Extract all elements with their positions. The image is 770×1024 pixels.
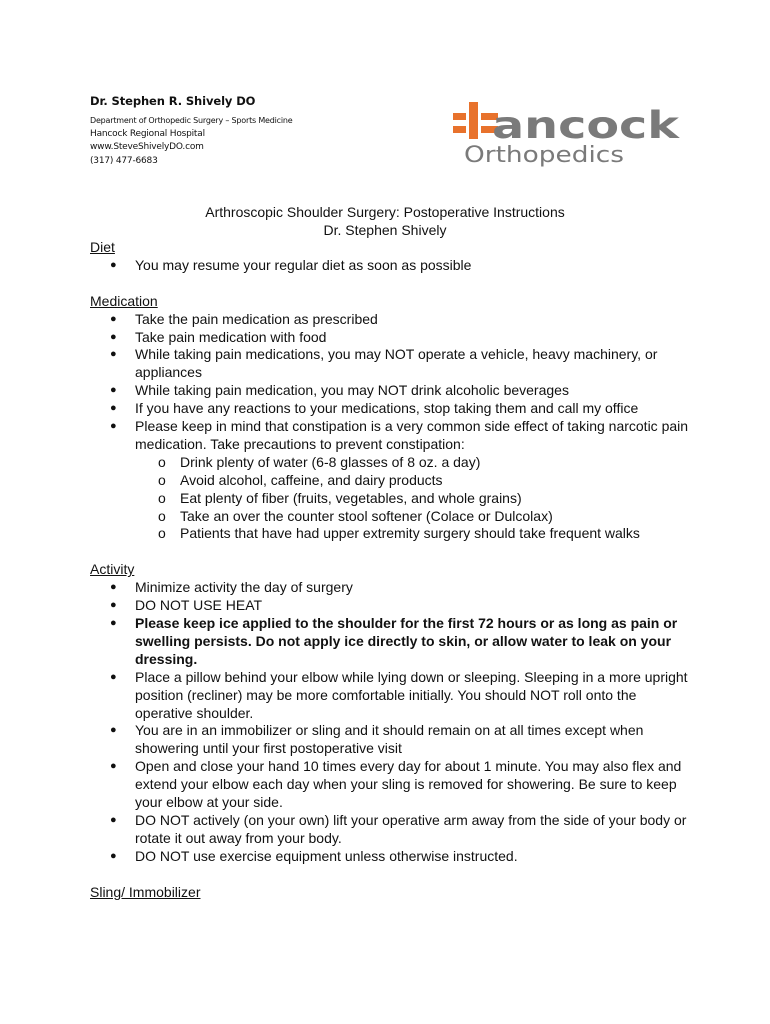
list-item: ● While taking pain medication, you may NOT drink alcoholic beverages [90,382,690,400]
list-item: ● DO NOT actively (on your own) lift your operative arm away from the side of your body or rotate it out away from your body. [90,812,690,848]
constipation-note: Please keep in mind that constipation is a very common side effect of taking narcotic pain medication. Take precautions to prevent constipation: [135,418,689,452]
letterhead [90,94,292,168]
website: www.SteveShivelyDO.com [90,142,204,152]
medication-section [90,293,690,544]
list-item: ● Take pain medication with food [90,329,690,347]
list-item: ● Open and close your hand 10 times every day for about 1 minute. You may also flex and extend your elbow each day when your sling is removed for showering. Be sure to keep your elbow at your side. [90,758,690,812]
activity-heading: Activity [90,561,135,578]
list-item: ● Take the pain medication as prescribed [90,311,690,329]
ice-warning-item: ● Please keep ice applied to the shoulder for the first 72 hours or as long as pain or swelling persists. Do not apply ice directly to skin, or allow water to leak on your dressing. [90,615,690,669]
sub-list-item: o Drink plenty of water (6-8 glasses of 8 oz. a day) [135,454,690,472]
list-item: ● DO NOT use exercise equipment unless otherwise instructed. [90,848,690,866]
department: Department of Orthopedic Surgery – Sports Medicine [90,116,293,125]
list-item: ● Place a pillow behind your elbow while lying down or sleeping. Sleeping in a more upright position (recliner) may be more comfortable initially. You should NOT roll onto the operative shoulder. [90,669,690,723]
sling-heading: Sling/ Immobilizer [90,883,201,900]
medication-heading: Medication [90,292,158,309]
sling-section [90,884,690,902]
instructions-body [90,239,690,919]
title-line-2: Dr. Stephen Shively [323,222,447,238]
hospital-name: Hancock Regional Hospital [90,128,205,139]
title-line-1: Arthroscopic Shoulder Surgery: Postoperative Instructions [205,204,565,220]
logo-brand-word: ancock [492,104,681,147]
sub-list-item: o Avoid alcohol, caffeine, and dairy products [135,472,690,490]
document-title [0,203,770,239]
activity-section [90,561,690,865]
list-item: ● Minimize activity the day of surgery [90,579,690,597]
sub-list-item: o Patients that have had upper extremity surgery should take frequent walks [135,525,690,543]
phone-number: (317) 477-6683 [90,155,158,166]
list-item: ● While taking pain medications, you may NOT operate a vehicle, heavy machinery, or appliances [90,346,690,382]
list-item: ● You are in an immobilizer or sling and it should remain on at all times except when showering until your first postoperative visit [90,722,690,758]
hancock-orthopedics-logo [450,98,690,168]
diet-heading: Diet [90,239,115,255]
doctor-name: Dr. Stephen R. Shively DO [90,94,256,108]
logo-sub-word: Orthopedics [464,143,624,168]
list-item [90,418,690,543]
sub-list-item: o Eat plenty of fiber (fruits, vegetables, and whole grains) [135,490,690,508]
diet-section [90,239,690,275]
list-item: ● You may resume your regular diet as soon as possible [90,257,690,275]
sub-list-item: o Take an over the counter stool softener (Colace or Dulcolax) [135,508,690,526]
list-item: ● DO NOT USE HEAT [90,597,690,615]
list-item: ● If you have any reactions to your medications, stop taking them and call my office [90,400,690,418]
